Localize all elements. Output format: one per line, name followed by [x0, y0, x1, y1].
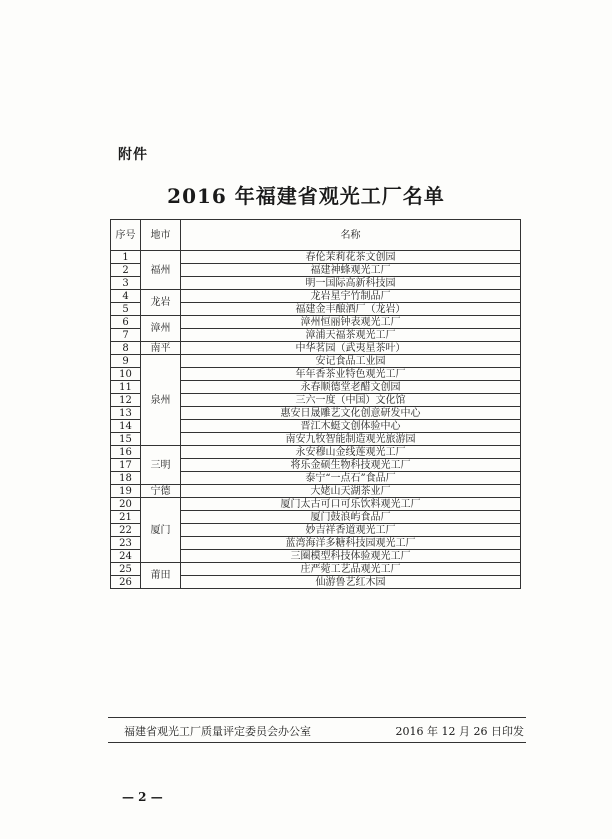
- row-seq: 11: [111, 381, 141, 394]
- table-header-row: [111, 220, 521, 251]
- row-seq: 14: [111, 420, 141, 433]
- row-seq: 18: [111, 472, 141, 485]
- issuing-office: 福建省观光工厂质量评定委员会办公室: [124, 725, 311, 738]
- header-seq: 序号: [111, 220, 141, 251]
- table-row: [111, 316, 521, 329]
- row-name: 龙岩星宇竹制品厂: [181, 290, 521, 303]
- row-name: 明一国际高新科技园: [181, 277, 521, 290]
- row-seq: 26: [111, 576, 141, 589]
- row-name: 福建金丰酿酒厂（龙岩）: [181, 303, 521, 316]
- row-name: 妙吉祥香道观光工厂: [181, 524, 521, 537]
- row-name: 惠安日晟雕艺文化创意研发中心: [181, 407, 521, 420]
- footer-top-rule: [108, 717, 526, 718]
- row-seq: 3: [111, 277, 141, 290]
- factory-list-table: [110, 219, 521, 589]
- row-seq: 22: [111, 524, 141, 537]
- row-seq: 21: [111, 511, 141, 524]
- row-name: 漳州恒丽钟表观光工厂: [181, 316, 521, 329]
- attachment-label: 附件: [118, 147, 148, 163]
- city-cell: 泉州: [141, 355, 181, 446]
- row-name: 永春顺德堂老醋文创园: [181, 381, 521, 394]
- document-title: 2016 年福建省观光工厂名单: [167, 184, 445, 208]
- row-seq: 16: [111, 446, 141, 459]
- city-cell: 漳州: [141, 316, 181, 342]
- row-name: 三圈模型科技体验观光工厂: [181, 550, 521, 563]
- row-name: 春伦茉莉花茶文创园: [181, 251, 521, 264]
- row-name: 永安穆山金线莲观光工厂: [181, 446, 521, 459]
- row-seq: 13: [111, 407, 141, 420]
- row-name: 蓝湾海洋多糖科技园观光工厂: [181, 537, 521, 550]
- header-name: 名称: [181, 220, 521, 251]
- table-row: [111, 498, 521, 511]
- table-row: [111, 251, 521, 264]
- row-seq: 20: [111, 498, 141, 511]
- row-seq: 2: [111, 264, 141, 277]
- row-name: 南安九牧智能制造观光旅游园: [181, 433, 521, 446]
- row-seq: 7: [111, 329, 141, 342]
- row-seq: 8: [111, 342, 141, 355]
- table-row: [111, 290, 521, 303]
- row-name: 仙游鲁艺红木园: [181, 576, 521, 589]
- row-name: 中华茗园（武夷星茶叶）: [181, 342, 521, 355]
- row-seq: 4: [111, 290, 141, 303]
- row-seq: 12: [111, 394, 141, 407]
- table-row: [111, 446, 521, 459]
- footer-bottom-rule: [108, 742, 526, 743]
- row-name: 将乐金硕生物科技观光工厂: [181, 459, 521, 472]
- row-name: 厦门太古可口可乐饮料观光工厂: [181, 498, 521, 511]
- table-row: [111, 563, 521, 576]
- row-name: 泰宁“一点石”食品厂: [181, 472, 521, 485]
- row-name: 庄严菀工艺品观光工厂: [181, 563, 521, 576]
- city-cell: 宁德: [141, 485, 181, 498]
- row-seq: 23: [111, 537, 141, 550]
- row-seq: 15: [111, 433, 141, 446]
- row-seq: 17: [111, 459, 141, 472]
- header-city: 地市: [141, 220, 181, 251]
- city-cell: 福州: [141, 251, 181, 290]
- issue-date: 2016 年 12 月 26 日印发: [395, 725, 524, 738]
- city-cell: 厦门: [141, 498, 181, 563]
- row-seq: 1: [111, 251, 141, 264]
- row-seq: 10: [111, 368, 141, 381]
- city-cell: 莆田: [141, 563, 181, 589]
- row-seq: 6: [111, 316, 141, 329]
- row-seq: 5: [111, 303, 141, 316]
- row-seq: 25: [111, 563, 141, 576]
- page-number: — 2 —: [122, 790, 163, 804]
- table-row: [111, 485, 521, 498]
- row-name: 厦门鼓浪屿食品厂: [181, 511, 521, 524]
- row-name: 福建神蜂观光工厂: [181, 264, 521, 277]
- row-name: 漳浦天福茶观光工厂: [181, 329, 521, 342]
- city-cell: 三明: [141, 446, 181, 485]
- row-name: 安记食品工业园: [181, 355, 521, 368]
- table-row: [111, 342, 521, 355]
- table-row: [111, 355, 521, 368]
- row-name: 大姥山天湖茶业厂: [181, 485, 521, 498]
- city-cell: 南平: [141, 342, 181, 355]
- row-seq: 19: [111, 485, 141, 498]
- row-seq: 9: [111, 355, 141, 368]
- row-name: 三六一度（中国）文化馆: [181, 394, 521, 407]
- row-seq: 24: [111, 550, 141, 563]
- row-name: 晋江木蜓文创体验中心: [181, 420, 521, 433]
- city-cell: 龙岩: [141, 290, 181, 316]
- row-name: 年年香茶业特色观光工厂: [181, 368, 521, 381]
